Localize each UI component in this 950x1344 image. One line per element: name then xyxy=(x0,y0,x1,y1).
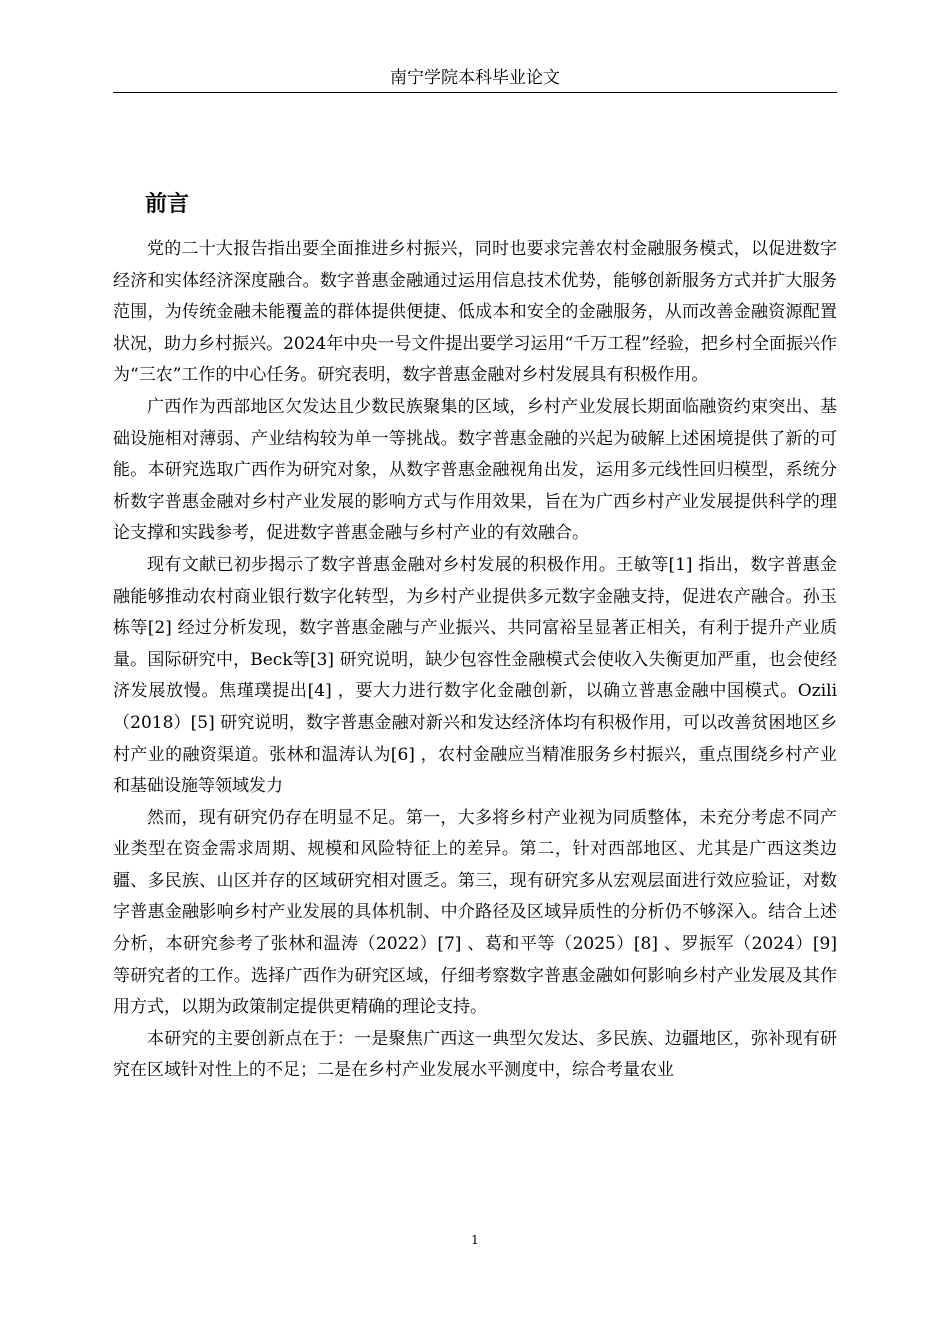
paragraph-innovations: 本研究的主要创新点在于：一是聚焦广西这一典型欠发达、多民族、边疆地区，弥补现有研究在区域针对性上的不足；二是在乡村产业发展水平测度中，综合考量农业 xyxy=(113,1028,837,1081)
page-header xyxy=(113,66,837,93)
paragraph-research-gaps: 然而，现有研究仍存在明显不足。第一，大多将乡村产业视为同质整体，未充分考虑不同产业类型在资金需求周期、规模和风险特征上的差异。第二，针对西部地区、尤其是广西这类边疆、多民族、山区并存的区域研究相对匮乏。第三，现有研究多从宏观层面进行效应验证，对数字普惠金融影响乡村产业发展的具体机制、中介路径及区域异质性的分析仍不够深入。结合上述分析，本研究参考了张林和温涛（2022）[7] 、葛和平等（2025）[8] 、罗振军（2024）[9] 等研究者的工作。选择广西作为研究区域，仔细考察数字普惠金融如何影响乡村产业发展及其作用方式，以期为政策制定提供更精确的理论支持。 xyxy=(113,807,837,1018)
paragraph-literature-review: 现有文献已初步揭示了数字普惠金融对乡村发展的积极作用。王敏等[1] 指出，数字普惠金融能够推动农村商业银行数字化转型，为乡村产业提供多元数字金融支持，促进农产融合。孙玉栋等[2] 经过分析发现，数字普惠金融与产业振兴、共同富裕呈显著正相关，有利于提升产业质量。国际研究中，Beck等[3] 研究说明，缺少包容性金融模式会使收入失衡更加严重，也会使经济发展放慢。焦瑾璞提出[4] ，要大力进行数字化金融创新，以确立普惠金融中国模式。Ozili（2018）[5] 研究说明，数字普惠金融对新兴和发达经济体均有积极作用，可以改善贫困地区乡村产业的融资渠道。张林和温涛认为[6] ，农村金融应当精准服务乡村振兴，重点围绕乡村产业和基础设施等领域发力 xyxy=(113,554,837,797)
section-title: 前言 xyxy=(145,192,190,217)
paragraph-guangxi-context: 广西作为西部地区欠发达且少数民族聚集的区域，乡村产业发展长期面临融资约束突出、基础设施相对薄弱、产业结构较为单一等挑战。数字普惠金融的兴起为破解上述困境提供了新的可能。本研究选取广西作为研究对象，从数字普惠金融视角出发，运用多元线性回归模型，系统分析数字普惠金融对乡村产业发展的影响方式与作用效果，旨在为广西乡村产业发展提供科学的理论支撑和实践参考，促进数字普惠金融与乡村产业的有效融合。 xyxy=(113,396,837,544)
paragraph-background: 党的二十大报告指出要全面推进乡村振兴，同时也要求完善农村金融服务模式，以促进数字经济和实体经济深度融合。数字普惠金融通过运用信息技术优势，能够创新服务方式并扩大服务范围，为传统金融未能覆盖的群体提供便捷、低成本和安全的金融服务，从而改善金融资源配置状况，助力乡村振兴。2024年中央一号文件提出要学习运用“千万工程”经验，把乡村全面振兴作为“三农”工作的中心任务。研究表明，数字普惠金融对乡村发展具有积极作用。 xyxy=(113,239,837,386)
header-title: 南宁学院本科毕业论文 xyxy=(390,68,560,88)
body-text xyxy=(113,234,837,1087)
page-number: 1 xyxy=(471,1233,479,1247)
